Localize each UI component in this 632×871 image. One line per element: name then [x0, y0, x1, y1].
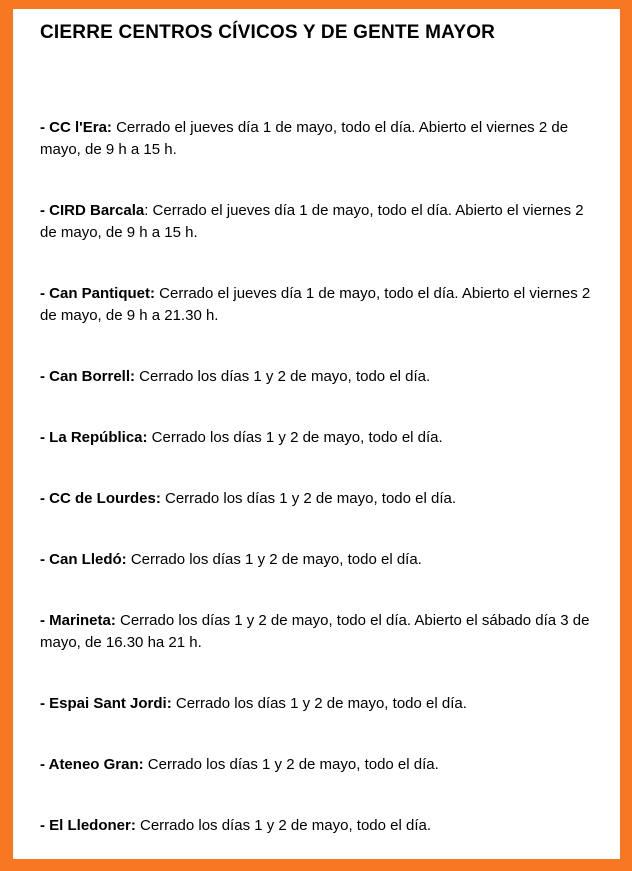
list-item-la-republica: [40, 427, 598, 449]
center-name: - CC l'Era:: [40, 119, 112, 136]
center-name: - Can Borrell:: [40, 368, 136, 385]
center-name: - Ateneo Gran:: [40, 756, 144, 773]
list-item-el-lledoner: [40, 815, 598, 837]
center-name: - CIRD Barcala: [40, 202, 145, 219]
center-schedule: Cerrado los días 1 y 2 de mayo, todo el día.: [135, 368, 431, 385]
center-schedule: Cerrado el jueves día 1 de mayo, todo el día. Abierto el viernes 2 de mayo, de 9 h a 21.30 h.: [40, 285, 591, 324]
center-name: - CC de Lourdes:: [40, 490, 161, 507]
center-name: - Espai Sant Jordi:: [40, 695, 172, 712]
center-schedule: Cerrado el jueves día 1 de mayo, todo el día. Abierto el viernes 2 de mayo, de 9 h a 15 h.: [40, 119, 569, 158]
list-item-espai-sant-jordi: [40, 693, 598, 715]
center-schedule: Cerrado los días 1 y 2 de mayo, todo el día.: [160, 490, 457, 507]
center-schedule: Cerrado los días 1 y 2 de mayo, todo el día.: [135, 817, 432, 834]
page-title: CIERRE CENTROS CÍVICOS Y DE GENTE MAYOR: [40, 22, 496, 43]
list-item-can-pantiquet: [40, 283, 598, 327]
center-schedule: Cerrado los días 1 y 2 de mayo, todo el día.: [126, 551, 422, 568]
center-schedule: Cerrado los días 1 y 2 de mayo, todo el día. Abierto el sábado día 3 de mayo, de 16.30 ha 21 h.: [40, 612, 590, 651]
center-schedule: Cerrado los días 1 y 2 de mayo, todo el día.: [143, 756, 439, 773]
center-schedule: Cerrado los días 1 y 2 de mayo, todo el día.: [171, 695, 467, 712]
list-item-cc-de-lourdes: [40, 488, 598, 510]
center-name: - Can Lledó:: [40, 551, 127, 568]
center-schedule: : Cerrado el jueves día 1 de mayo, todo el día. Abierto el viernes 2 de mayo, de 9 h a 15 h.: [40, 202, 584, 241]
center-name: - El Lledoner:: [40, 817, 136, 834]
list-item-cird-barcala: [40, 200, 598, 244]
center-name: - Marineta:: [40, 612, 116, 629]
center-schedule: Cerrado los días 1 y 2 de mayo, todo el día.: [147, 429, 443, 446]
center-name: - Can Pantiquet:: [40, 285, 155, 302]
list-item-cc-lera: [40, 117, 598, 161]
closure-list: [40, 117, 598, 837]
list-item-can-borrell: [40, 366, 598, 388]
list-item-ateneo-gran: [40, 754, 598, 776]
list-item-marineta: [40, 610, 598, 654]
center-name: - La República:: [40, 429, 148, 446]
list-item-can-lledo: [40, 549, 598, 571]
